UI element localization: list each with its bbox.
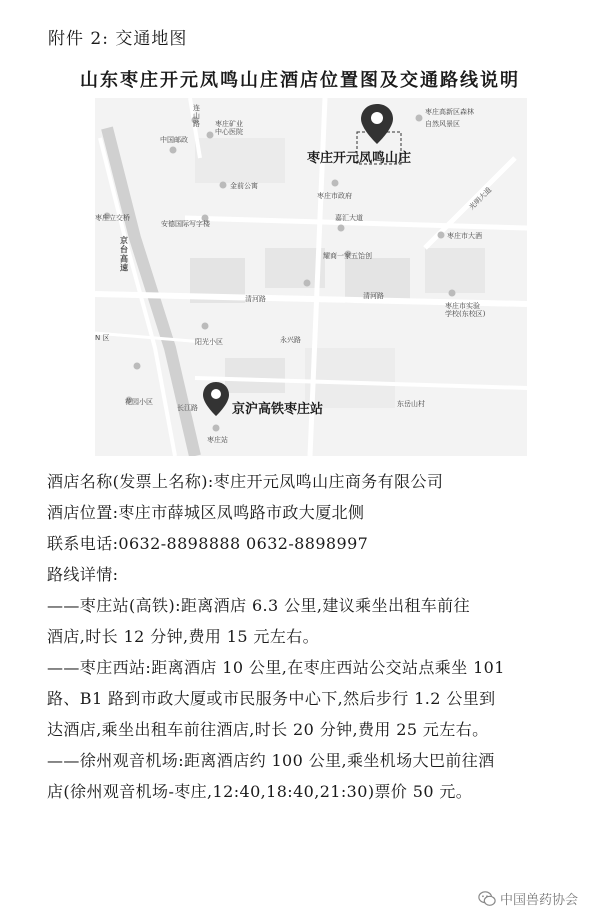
poi-label: 自然风景区 (425, 120, 460, 128)
poi-dot-icon (134, 363, 141, 370)
info-text (47, 466, 587, 807)
page-title: 山东枣庄开元凤鸣山庄酒店位置图及交通路线说明 (80, 70, 520, 91)
hotel-marker-label: 枣庄开元凤鸣山庄 (307, 151, 412, 166)
poi-label: 枣庄市大酒 (447, 232, 482, 240)
route-text-line: 路、B1 路到市政大厦或市民服务中心下,然后步行 1.2 公里到 (47, 689, 496, 708)
poi-label: 花园小区 (125, 398, 153, 406)
poi-label: 枣庄市政府 (317, 192, 352, 200)
wechat-icon (478, 890, 496, 908)
poi-label: 安德国际写字楼 (161, 220, 210, 228)
poi-label: 枣庄市实验学校(东校区) (445, 302, 486, 319)
road-label: 清河路 (363, 292, 384, 300)
road-label: 永兴路 (280, 336, 301, 344)
map-block (195, 138, 285, 183)
poi-label: 耀商一家五饴创 (323, 252, 372, 260)
road-label: 嘉汇大道 (335, 214, 363, 222)
poi-dot-icon (220, 182, 227, 189)
highway-label: 京台高速 (120, 236, 128, 273)
road-label: 长江路 (177, 404, 198, 412)
poi-dot-icon (170, 147, 177, 154)
road-label: 清河路 (245, 295, 266, 303)
route-text-line: 达酒店,乘坐出租车前往酒店,时长 20 分钟,费用 25 元左右。 (47, 720, 489, 739)
poi-dot-icon (449, 290, 456, 297)
poi-label: 枣庄站 (207, 436, 228, 444)
map-canvas (95, 98, 527, 456)
hotel-location-line: 酒店位置:枣庄市薛城区凤鸣路市政大厦北侧 (47, 503, 365, 522)
poi-label: 东岳山村 (397, 400, 425, 408)
poi-dot-icon (338, 225, 345, 232)
poi-dot-icon (438, 232, 445, 239)
phone-line: 联系电话:0632-8898888 0632-8898997 (47, 534, 369, 553)
watermark (478, 889, 578, 908)
road-label: 光明大道 (467, 185, 494, 212)
route-heading: 路线详情: (47, 565, 119, 584)
route-text-line: 酒店,时长 12 分钟,费用 15 元左右。 (47, 627, 320, 646)
hotel-name-line: 酒店名称(发票上名称):枣庄开元凤鸣山庄商务有限公司 (47, 472, 444, 491)
poi-label: 枣庄高新区森林 (425, 108, 474, 116)
map-block (305, 348, 395, 408)
attachment-label: 附件 2: 交通地图 (48, 29, 188, 49)
map-block (425, 248, 485, 293)
route-text-line: ——枣庄站(高铁):距离酒店 6.3 公里,建议乘坐出租车前往 (47, 596, 470, 615)
road-label: 连山路 (193, 104, 200, 129)
poi-dot-icon (207, 132, 214, 139)
poi-dot-icon (202, 323, 209, 330)
poi-label: 枣庄立交桥 (95, 214, 130, 222)
station-marker-label: 京沪高铁枣庄站 (232, 402, 324, 417)
poi-label: 枣庄矿业中心医院 (215, 120, 243, 137)
watermark-text: 中国兽药协会 (499, 893, 578, 908)
poi-label: N 区 (95, 334, 110, 342)
map-block (225, 358, 285, 393)
poi-dot-icon (213, 425, 220, 432)
poi-label: 金前公寓 (230, 182, 258, 190)
poi-dot-icon (332, 180, 339, 187)
traffic-map (95, 98, 527, 456)
route-text-line: 店(徐州观音机场-枣庄,12:40,18:40,21:30)票价 50 元。 (47, 782, 473, 801)
poi-label: 阳光小区 (195, 338, 223, 346)
route-text-line: ——徐州观音机场:距离酒店约 100 公里,乘坐机场大巴前往酒 (47, 751, 495, 770)
poi-dot-icon (416, 115, 423, 122)
poi-dot-icon (304, 280, 311, 287)
poi-label: 中国邮政 (160, 136, 188, 144)
route-text-line: ——枣庄西站:距离酒店 10 公里,在枣庄西站公交站点乘坐 101 (47, 658, 505, 677)
